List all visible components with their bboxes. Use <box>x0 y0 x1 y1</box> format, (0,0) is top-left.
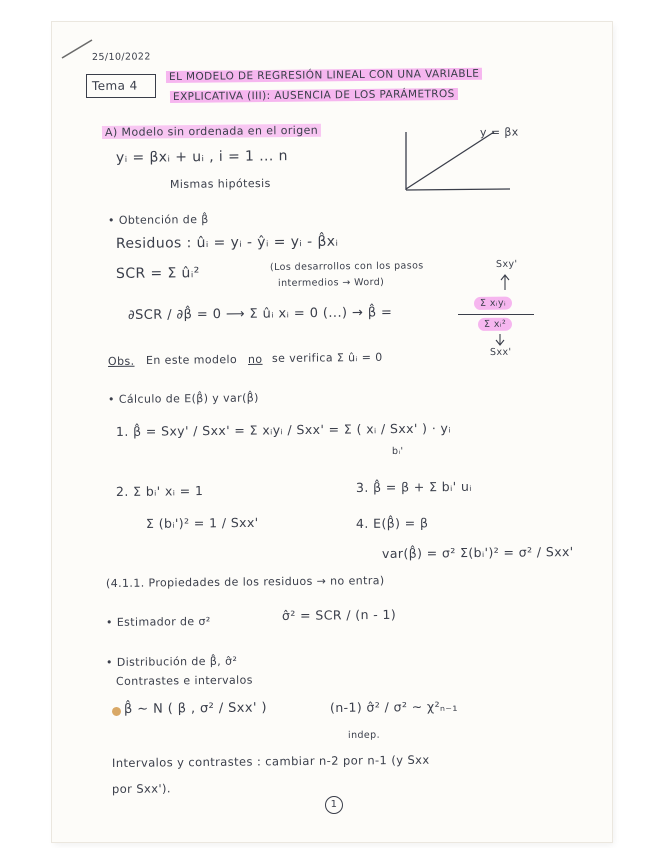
obtencion-heading: • Obtención de β̂ <box>107 212 209 227</box>
footer-line-2: por Sxx'). <box>111 781 172 796</box>
propiedades-note: (4.1.1. Propiedades de los residuos → no entra) <box>105 574 385 590</box>
chi-distribution: (n-1) σ̂² / σ² ~ χ²ₙ₋₁ <box>329 698 458 715</box>
calculo-heading: • Cálculo de E(β̂) y var(β̂) <box>107 391 259 406</box>
graph-label: y = βx <box>479 125 519 139</box>
scr-equation: SCR = Σ ûᵢ² <box>115 265 200 282</box>
model-equation: yᵢ = βxᵢ + uᵢ , i = 1 ... n <box>115 148 288 166</box>
item-4: 4. E(β̂) = β <box>355 515 429 531</box>
bullet-marker-icon <box>112 707 121 716</box>
date: 25/10/2022 <box>91 51 151 63</box>
sxx-label: Sxx' <box>489 346 512 358</box>
tema-label: Tema 4 <box>91 78 138 93</box>
item-2b: Σ (bᵢ')² = 1 / Sxx' <box>145 514 259 531</box>
var-equation: var(β̂) = σ² Σ(bᵢ')² = σ² / Sxx' <box>381 543 574 561</box>
item-2: 2. Σ bᵢ' xᵢ = 1 <box>115 483 204 499</box>
sxy-label: Sxy' <box>495 258 518 270</box>
title-line-1: EL MODELO DE REGRESIÓN LINEAL CON UNA VARIABLE <box>166 68 482 83</box>
note-line-2: intermedios → Word) <box>277 276 385 289</box>
hypothesis-text: Mismas hipótesis <box>169 176 271 191</box>
obs-label: Obs. <box>107 354 135 368</box>
derivative-equation: ∂SCR / ∂β̂ = 0 ⟶ Σ ûᵢ xᵢ = 0 (...) → β̂ = <box>127 305 393 323</box>
obs-text-no: no <box>247 352 263 366</box>
residuos-equation: Residuos : ûᵢ = yᵢ - ŷᵢ = yᵢ - β̂xᵢ <box>115 233 339 252</box>
page-number: 1 <box>325 796 343 814</box>
fraction-numerator: Σ xᵢyᵢ <box>474 297 512 310</box>
estimador-label: • Estimador de σ² <box>105 614 211 629</box>
distribucion-line-2: Contrastes e intervalos <box>115 673 253 688</box>
indep-note: indep. <box>347 729 381 741</box>
obs-text-a: En este modelo <box>145 353 238 367</box>
note-line-1: (Los desarrollos con los pasos <box>269 260 424 273</box>
bi-label: bᵢ' <box>391 445 404 457</box>
title-line-2: EXPLICATIVA (III): AUSENCIA DE LOS PARÁMETROS <box>170 88 458 103</box>
estimador-formula: σ̂² = SCR / (n - 1) <box>281 606 397 623</box>
section-a-heading: A) Modelo sin ordenada en el origen <box>102 124 321 139</box>
beta-distribution: β̂ ~ N ( β , σ² / Sxx' ) <box>123 700 267 717</box>
distribucion-line-1: • Distribución de β̂, σ̂² <box>105 654 238 669</box>
footer-line-1: Intervalos y contrastes : cambiar n-2 por n-1 (y Sxx <box>111 752 430 770</box>
item-3: 3. β̂ = β + Σ bᵢ' uᵢ <box>355 478 472 495</box>
obs-text-b: se verifica Σ ûᵢ = 0 <box>271 350 383 365</box>
fraction-denominator: Σ xᵢ² <box>478 318 512 331</box>
item-1: 1. β̂ = Sxy' / Sxx' = Σ xᵢyᵢ / Sxx' = Σ ( xᵢ / Sxx' ) · yᵢ <box>115 420 452 439</box>
